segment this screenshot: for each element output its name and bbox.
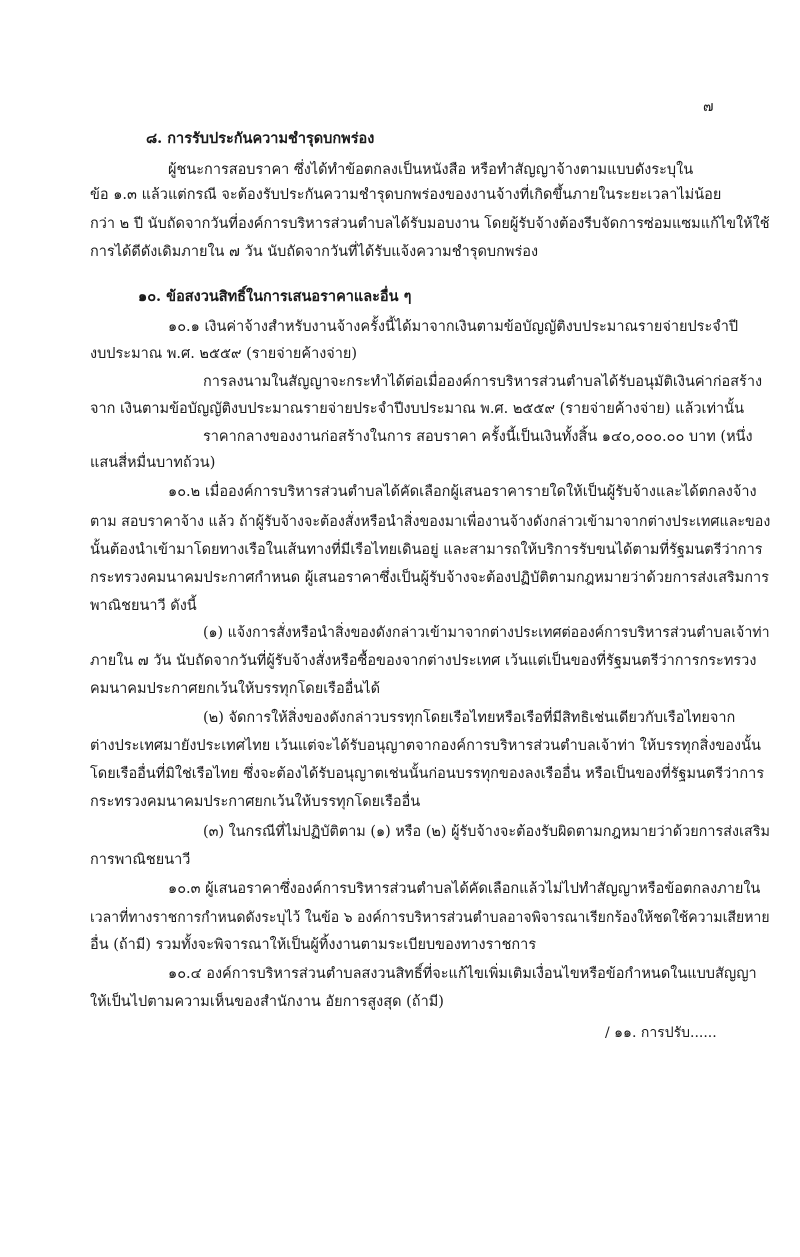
list-item-line: กระทรวงคมนาคมประกาศยกเว้นให้บรรทุกโดยเรืออื่น: [90, 794, 421, 810]
paragraph-line: ผู้ชนะการสอบราคา ซึ่งได้ทำข้อตกลงเป็นหนังสือ หรือทำสัญญาจ้างตามแบบดังระบุใน: [168, 162, 694, 178]
paragraph-line: ๑๐.๔ องค์การบริหารส่วนตำบลสงวนสิทธิ์ที่จะแก้ไขเพิ่มเติมเงื่อนไขหรือข้อกำหนดในแบบสัญญา: [168, 966, 757, 982]
paragraph-line: แสนสี่หมื่นบาทถ้วน): [90, 455, 216, 471]
paragraph-line: เวลาที่ทางราชการกำหนดดังระบุไว้ ในข้อ ๖ องค์การบริหารส่วนตำบลอาจพิจารณาเรียกร้องให้ชดใช้ความเสียหาย: [90, 910, 770, 926]
paragraph-line: ๑๐.๑ เงินค่าจ้างสำหรับงานจ้างครั้งนี้ได้มาจากเงินตามข้อบัญญัติงบประมาณรายจ่ายประจำปี: [168, 319, 739, 335]
paragraph-line: กว่า ๒ ปี นับถัดจากวันที่องค์การบริหารส่วนตำบลได้รับมอบงาน โดยผู้รับจ้างต้องรีบจัดการซ่อมแซมแก้ไขให้ใช้: [90, 216, 770, 232]
paragraph-line: พาณิชยนาวี ดังนี้: [90, 598, 197, 614]
section-8-heading: ๘. การรับประกันความชำรุดบกพร่อง: [146, 130, 375, 147]
paragraph-line: ราคากลางของงานก่อสร้างในการ สอบราคา ครั้งนี้เป็นเงินทั้งสิ้น ๑๔๐,๐๐๐.๐๐ บาท (หนึ่ง: [203, 429, 753, 445]
list-item-line: ต่างประเทศมายังประเทศไทย เว้นแต่จะได้รับอนุญาตจากองค์การบริหารส่วนตำบลเจ้าท่า ให้บรรทุกสิ่งของนั้น: [90, 738, 761, 754]
list-item-line: ภายใน ๗ วัน นับถัดจากวันที่ผู้รับจ้างสั่งหรือซื้อของจากต่างประเทศ เว้นแต่เป็นของที่รัฐมนตรีว่าการกระทรวง: [90, 653, 757, 669]
paragraph-line: การได้ดีดังเดิมภายใน ๗ วัน นับถัดจากวันที่ได้รับแจ้งความชำรุดบกพร่อง: [90, 244, 539, 260]
list-item-line: การพาณิชยนาวี: [90, 852, 191, 868]
list-item-line: (๒) จัดการให้สิ่งของดังกล่าวบรรทุกโดยเรือไทยหรือเรือที่มีสิทธิเช่นเดียวกับเรือไทยจาก: [203, 710, 736, 726]
section-10-heading: ๑๐. ข้อสงวนสิทธิ์ในการเสนอราคาและอื่น ๆ: [138, 288, 412, 305]
paragraph-line: ให้เป็นไปตามความเห็นของสำนักงาน อัยการสูงสุด (ถ้ามี): [90, 994, 444, 1010]
continuation-marker: / ๑๑. การปรับ......: [605, 1025, 717, 1041]
paragraph-line: นั้นต้องนำเข้ามาโดยทางเรือในเส้นทางที่มีเรือไทยเดินอยู่ และสามารถให้บริการรับขนได้ตามที่รัฐมนตรีว่าการ: [90, 542, 763, 558]
paragraph-line: ๑๐.๓ ผู้เสนอราคาซึ่งองค์การบริหารส่วนตำบลได้คัดเลือกแล้วไม่ไปทำสัญญาหรือข้อตกลงภายใน: [168, 881, 761, 897]
paragraph-line: กระทรวงคมนาคมประกาศกำหนด ผู้เสนอราคาซึ่งเป็นผู้รับจ้างจะต้องปฏิบัติตามกฎหมายว่าด้วยการส่งเสริมการ: [90, 570, 769, 586]
paragraph-line: ๑๐.๒ เมื่อองค์การบริหารส่วนตำบลได้คัดเลือกผู้เสนอราคารายใดให้เป็นผู้รับจ้างและได้ตกลงจ้าง: [168, 484, 757, 500]
paragraph-line: อื่น (ถ้ามี) รวมทั้งจะพิจารณาให้เป็นผู้ทิ้งงานตามระเบียบของทางราชการ: [90, 937, 537, 953]
paragraph-line: การลงนามในสัญญาจะกระทำได้ต่อเมื่อองค์การบริหารส่วนตำบลได้รับอนุมัติเงินค่าก่อสร้าง: [203, 374, 763, 390]
list-item-line: คมนาคมประกาศยกเว้นให้บรรทุกโดยเรืออื่นได้: [90, 681, 380, 697]
paragraph-line: ตาม สอบราคาจ้าง แล้ว ถ้าผู้รับจ้างจะต้องสั่งหรือนำสิ่งของมาเพื่องานจ้างดังกล่าวเข้ามาจากต่างประเทศและของ: [90, 514, 771, 530]
list-item-line: โดยเรืออื่นที่มิใช่เรือไทย ซึ่งจะต้องได้รับอนุญาตเช่นนั้นก่อนบรรทุกของลงเรืออื่น หรือเป็นของที่รัฐมนตรีว่าการ: [90, 766, 765, 782]
paragraph-line: งบประมาณ พ.ศ. ๒๕๕๙ (รายจ่ายค้างจ่าย): [90, 346, 358, 362]
paragraph-line: จาก เงินตามข้อบัญญัติงบประมาณรายจ่ายประจำปีงบประมาณ พ.ศ. ๒๕๕๙ (รายจ่ายค้างจ่าย) แล้วเท่านั้น: [90, 401, 744, 417]
list-item-line: (๓) ในกรณีที่ไม่ปฏิบัติตาม (๑) หรือ (๒) ผู้รับจ้างจะต้องรับผิดตามกฎหมายว่าด้วยการส่งเสริม: [203, 824, 770, 840]
page-number: ๗: [703, 99, 714, 115]
list-item-line: (๑) แจ้งการสั่งหรือนำสิ่งของดังกล่าวเข้ามาจากต่างประเทศต่อองค์การบริหารส่วนตำบลเจ้าท่า: [203, 625, 770, 641]
paragraph-line: ข้อ ๑.๓ แล้วแต่กรณี จะต้องรับประกันความชำรุดบกพร่องของงานจ้างที่เกิดขึ้นภายในระยะเวลาไม่น้อย: [90, 187, 722, 203]
